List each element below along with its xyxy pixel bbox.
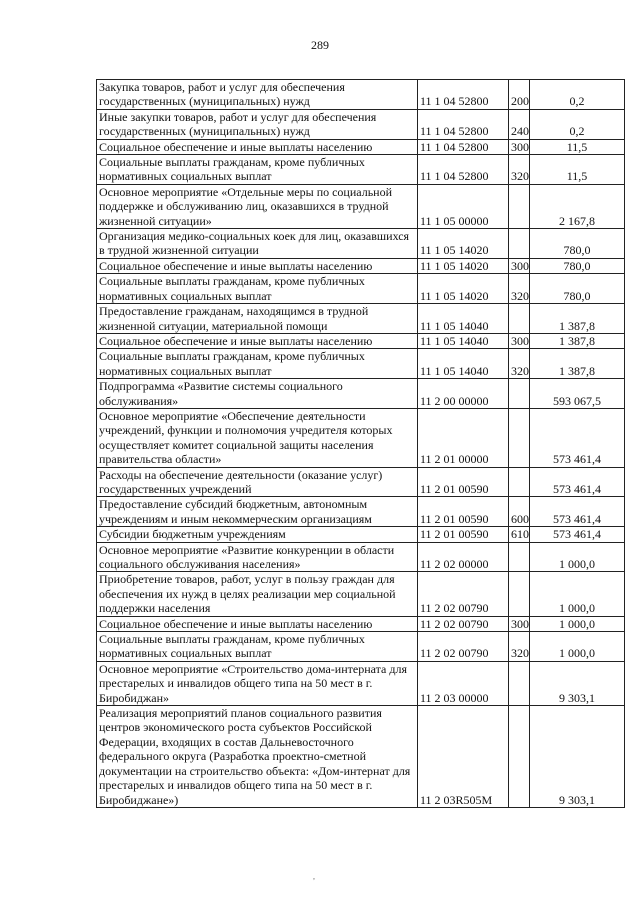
page-number: 289 [311,38,329,52]
row-description: Социальные выплаты гражданам, кроме публичных нормативных социальных выплат [97,349,418,379]
row-amount: 11,5 [530,139,625,154]
table-row [97,661,625,705]
row-expense-type [509,572,530,616]
row-description: Социальное обеспечение и иные выплаты населению [97,258,418,273]
row-amount: 1 387,8 [530,333,625,348]
row-description: Основное мероприятие «Обеспечение деятельности учреждений, функции и полномочия учредителя которых осуществляет комитет социальной защиты населения правительства области» [97,408,418,467]
row-amount: 780,0 [530,274,625,304]
row-expense-type: 610 [509,527,530,542]
row-target-code: 11 1 05 14040 [418,333,509,348]
table-row [97,139,625,154]
row-amount: 573 461,4 [530,527,625,542]
table-row [97,497,625,527]
table-row [97,527,625,542]
table-row [97,333,625,348]
budget-table-body [97,80,625,808]
row-target-code: 11 1 05 14020 [418,258,509,273]
row-target-code: 11 2 01 00590 [418,497,509,527]
row-expense-type: 320 [509,349,530,379]
table-row [97,184,625,228]
row-description: Субсидии бюджетным учреждениям [97,527,418,542]
row-amount: 9 303,1 [530,661,625,705]
row-expense-type [509,706,530,808]
row-amount: 1 387,8 [530,349,625,379]
row-target-code: 11 1 04 52800 [418,80,509,110]
row-expense-type: 300 [509,616,530,631]
row-amount: 573 461,4 [530,497,625,527]
row-description: Основное мероприятие «Строительство дома-интерната для престарелых и инвалидов общего типа на 50 мест в г. Биробиджан» [97,661,418,705]
row-expense-type: 320 [509,632,530,662]
row-target-code: 11 2 03 00000 [418,661,509,705]
row-target-code: 11 1 04 52800 [418,139,509,154]
row-expense-type: 240 [509,109,530,139]
row-amount: 0,2 [530,109,625,139]
row-description: Подпрограмма «Развитие системы социального обслуживания» [97,379,418,409]
row-amount: 2 167,8 [530,184,625,228]
row-description: Основное мероприятие «Развитие конкуренции в области социального обслуживания населения» [97,542,418,572]
table-row [97,408,625,467]
row-description: Предоставление субсидий бюджетным, автономным учреждениям и иным некоммерческим организациям [97,497,418,527]
row-expense-type: 320 [509,155,530,185]
row-description: Реализация мероприятий планов социального развития центров экономического роста субъектов Российской Федерации, входящих в состав Дальневосточного федерального округа (Разработка проектно-сметной документации на строительство объекта: «Дом-интернат для престарелых и инвалидов общего типа на 50 мест в г. Биробиджане») [97,706,418,808]
row-amount: 1 000,0 [530,616,625,631]
row-target-code: 11 2 00 00000 [418,379,509,409]
row-target-code: 11 2 02 00790 [418,616,509,631]
row-target-code: 11 2 02 00000 [418,542,509,572]
row-amount: 1 000,0 [530,632,625,662]
row-expense-type [509,184,530,228]
row-target-code: 11 1 05 14040 [418,304,509,334]
row-description: Организация медико-социальных коек для лиц, оказавшихся в трудной жизненной ситуации [97,229,418,259]
row-description: Основное мероприятие «Отдельные меры по социальной поддержке и обслуживанию лиц, оказавшихся в трудной жизненной ситуации» [97,184,418,228]
table-row [97,109,625,139]
row-target-code: 11 2 02 00790 [418,632,509,662]
table-row [97,572,625,616]
row-description: Иные закупки товаров, работ и услуг для обеспечения государственных (муниципальных) нужд [97,109,418,139]
table-row [97,274,625,304]
row-target-code: 11 2 01 00590 [418,527,509,542]
table-row [97,542,625,572]
row-description: Расходы на обеспечение деятельности (оказание услуг) государственных учреждений [97,467,418,497]
row-amount: 573 461,4 [530,467,625,497]
row-description: Приобретение товаров, работ, услуг в пользу граждан для обеспечения их нужд в целях реализации мер социальной поддержки населения [97,572,418,616]
row-target-code: 11 2 01 00590 [418,467,509,497]
row-description: Социальное обеспечение и иные выплаты населению [97,333,418,348]
row-amount: 0,2 [530,80,625,110]
row-expense-type [509,304,530,334]
row-description: Социальное обеспечение и иные выплаты населению [97,616,418,631]
row-expense-type [509,661,530,705]
row-description: Социальные выплаты гражданам, кроме публичных нормативных социальных выплат [97,155,418,185]
table-row [97,80,625,110]
row-description: Социальные выплаты гражданам, кроме публичных нормативных социальных выплат [97,274,418,304]
row-expense-type [509,379,530,409]
table-row [97,632,625,662]
row-target-code: 11 2 01 00000 [418,408,509,467]
table-row [97,155,625,185]
row-target-code: 11 1 04 52800 [418,155,509,185]
table-row [97,349,625,379]
row-description: Закупка товаров, работ и услуг для обеспечения государственных (муниципальных) нужд [97,80,418,110]
row-amount: 780,0 [530,258,625,273]
table-row [97,379,625,409]
table-row [97,304,625,334]
row-amount: 593 067,5 [530,379,625,409]
row-expense-type [509,229,530,259]
row-target-code: 11 1 05 14040 [418,349,509,379]
row-description: Социальные выплаты гражданам, кроме публичных нормативных социальных выплат [97,632,418,662]
row-target-code: 11 1 04 52800 [418,109,509,139]
row-amount: 1 000,0 [530,572,625,616]
row-amount: 573 461,4 [530,408,625,467]
row-target-code: 11 2 03R505M [418,706,509,808]
row-amount: 11,5 [530,155,625,185]
row-expense-type [509,467,530,497]
row-expense-type: 300 [509,258,530,273]
row-amount: 9 303,1 [530,706,625,808]
table-row [97,706,625,808]
scan-mark: , [313,872,315,881]
row-expense-type: 300 [509,333,530,348]
row-amount: 1 000,0 [530,542,625,572]
row-amount: 1 387,8 [530,304,625,334]
row-expense-type: 320 [509,274,530,304]
row-description: Предоставление гражданам, находящимся в трудной жизненной ситуации, материальной помощи [97,304,418,334]
row-expense-type: 300 [509,139,530,154]
table-row [97,616,625,631]
row-target-code: 11 1 05 14020 [418,274,509,304]
row-expense-type: 600 [509,497,530,527]
row-target-code: 11 1 05 00000 [418,184,509,228]
row-expense-type [509,542,530,572]
row-amount: 780,0 [530,229,625,259]
row-description: Социальное обеспечение и иные выплаты населению [97,139,418,154]
table-row [97,229,625,259]
budget-table [96,79,625,808]
row-expense-type [509,408,530,467]
row-expense-type: 200 [509,80,530,110]
row-target-code: 11 1 05 14020 [418,229,509,259]
table-row [97,467,625,497]
row-target-code: 11 2 02 00790 [418,572,509,616]
table-row [97,258,625,273]
